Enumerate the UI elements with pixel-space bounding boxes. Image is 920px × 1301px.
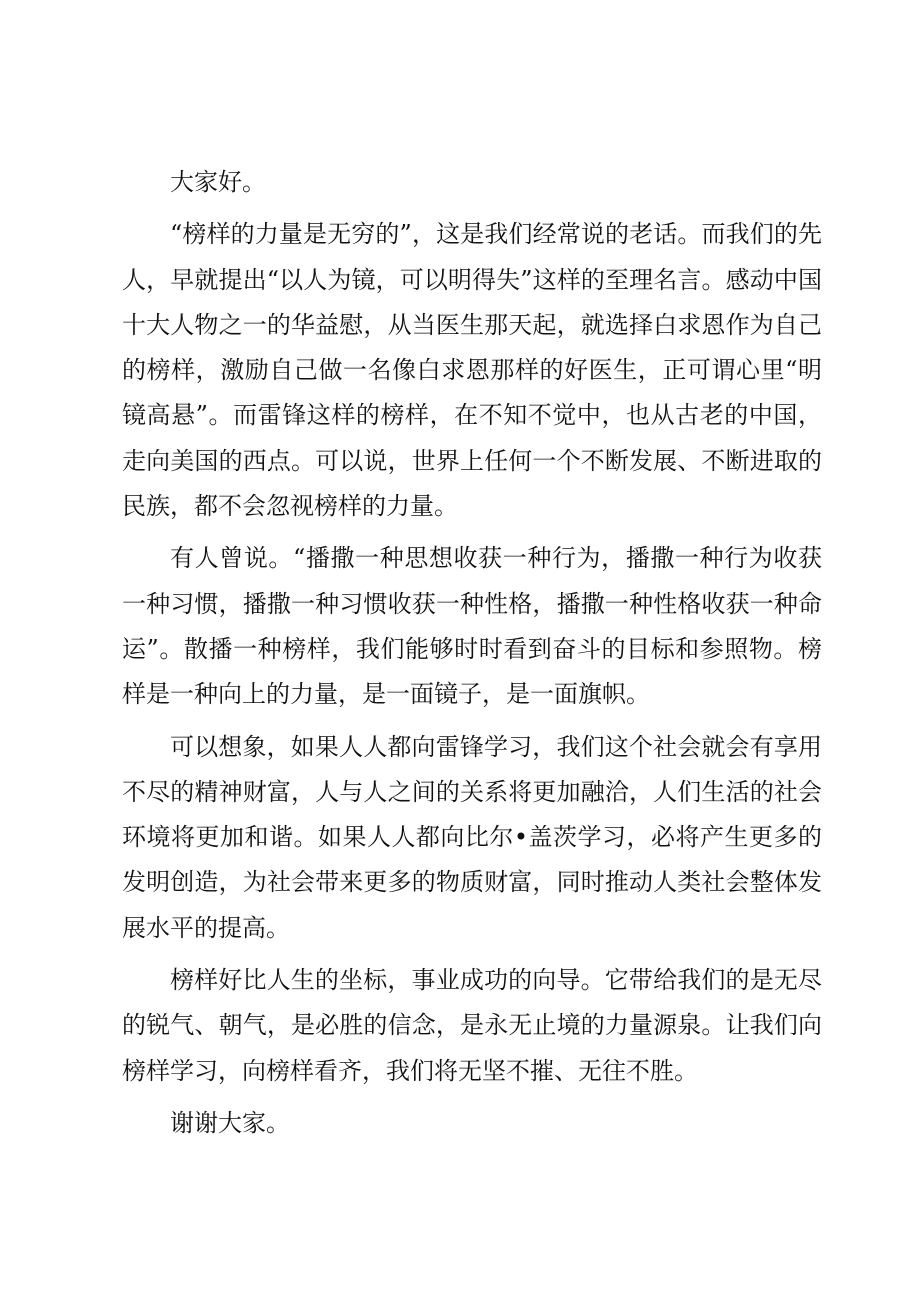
body-paragraph-3: 可以想象，如果人人都向雷锋学习，我们这个社会就会有享用不尽的精神财富，人与人之间的关系将更加融洽，人们生活的社会环境将更加和谐。如果人人都向比尔•盖茨学习，必将产生更多的发明创造，为社会带来更多的物质财富，同时推动人类社会整体发展水平的提高。 bbox=[122, 732, 822, 942]
speech-body bbox=[122, 160, 822, 1146]
body-paragraph-4: 榜样好比人生的坐标，事业成功的向导。它带给我们的是无尽的锐气、朝气，是必胜的信念，是永无止境的力量源泉。让我们向榜样学习，向榜样看齐，我们将无坚不摧、无往不胜。 bbox=[122, 966, 822, 1085]
body-paragraph-2: 有人曾说。“播撒一种思想收获一种行为，播撒一种行为收获一种习惯，播撒一种习惯收获一种性格，播撒一种性格收获一种命运”。散播一种榜样，我们能够时时看到奋斗的目标和参照物。榜样是一种向上的力量，是一面镜子，是一面旗帜。 bbox=[122, 544, 822, 709]
closing-paragraph: 谢谢大家。 bbox=[170, 1108, 290, 1137]
greeting-paragraph: 大家好。 bbox=[170, 168, 266, 196]
body-paragraph-1: “榜样的力量是无穷的”，这是我们经常说的老话。而我们的先人，早就提出“以人为镜，可以明得失”这样的至理名言。感动中国十大人物之一的华益慰，从当医生那天起，就选择白求恩作为自己的榜样，激励自己做一名像白求恩那样的好医生，正可谓心里“明镜高悬”。而雷锋这样的榜样，在不知不觉中，也从古老的中国，走向美国的西点。可以说，世界上任何一个不断发展、不断进取的民族，都不会忽视榜样的力量。 bbox=[122, 220, 822, 521]
